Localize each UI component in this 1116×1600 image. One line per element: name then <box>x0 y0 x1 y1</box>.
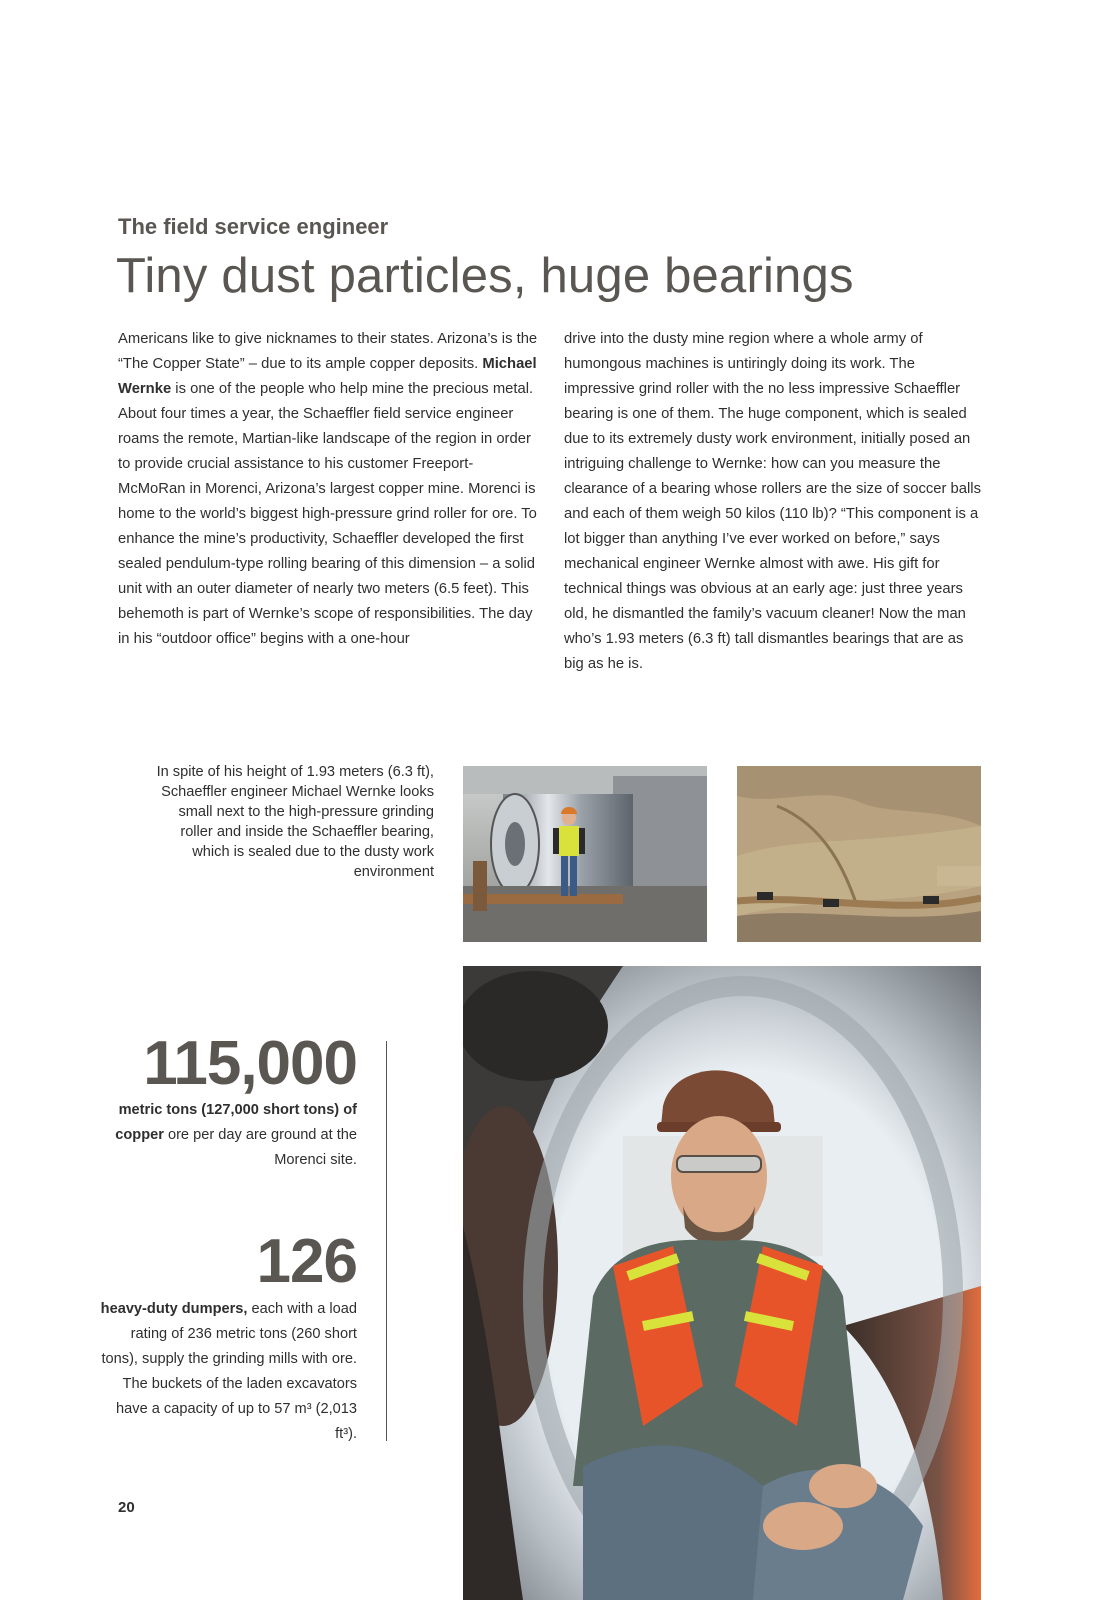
stat-description-dumpers <box>97 1297 357 1447</box>
engineer-next-to-grinding-roller-photo <box>463 766 707 942</box>
open-pit-mine-with-dump-trucks-photo <box>737 766 981 942</box>
body-column-right <box>564 327 986 677</box>
stat-number-dumpers: 126 <box>256 1227 357 1296</box>
stat-text: ore per day are ground at the Morenci site. <box>163 1127 357 1168</box>
article-title: Tiny dust particles, huge bearings <box>116 249 854 303</box>
person-name: Michael Wernke <box>118 356 537 397</box>
body-column-left <box>118 327 538 652</box>
stat-highlight: heavy-duty dumpers, <box>100 1301 248 1317</box>
engineer-inside-bearing-photo <box>463 966 981 1600</box>
body-text: drive into the dusty mine region where a whole army of humongous machines is untiringly doing its work. The impressive grind roller with the no less impressive Schaeffler bearing is one of them. The huge component, which is sealed due to its extremely dusty work environment, initially posed an intriguing challenge to Wernke: how can you measure the clearance of a bearing whose rollers are the size of soccer balls and each of them weigh 50 kilos (110 lb)? “This component is a lot bigger than anything I’ve ever worked on before,” says mechanical engineer Wernke almost with awe. His gift for technical things was obvious at an early age: just three years old, he dismantled the family’s vacuum cleaner! Now the man who’s 1.93 meters (6.3 ft) tall dismantles bearings that are as big as he is. <box>564 331 981 672</box>
stat-number-copper-tons: 115,000 <box>143 1029 357 1098</box>
stat-highlight: metric tons (127,000 short tons) of copper <box>115 1102 357 1143</box>
body-text: is one of the people who help mine the precious metal. About four times a year, the Schaeffler field service engineer roams the remote, Martian-like landscape of the region in order to provide crucial assistance to his customer Freeport-McMoRan in Morenci, Arizona’s largest copper mine. Morenci is home to the world’s biggest high-pressure grind roller for ore. To enhance the mine’s productivity, Schaeffler developed the first sealed pendulum-type rolling bearing of this dimension – a solid unit with an outer diameter of nearly two meters (6.5 feet). This behemoth is part of Wernke’s scope of responsibilities. The day in his “outdoor office” begins with a one-hour <box>118 381 537 647</box>
body-text: Americans like to give nicknames to their states. Arizona’s is the “The Copper State” – due to its ample copper deposits. <box>118 331 538 372</box>
stats-divider-line <box>386 1041 387 1441</box>
photo-caption: In spite of his height of 1.93 meters (6.3 ft), Schaeffler engineer Michael Wernke looks small next to the high-pressure grinding roller and inside the Schaeffler bearing, which is sealed due to the dusty work environment <box>156 764 434 880</box>
stat-text: each with a load rating of 236 metric tons (260 short tons), supply the grinding mills with ore. The buckets of the laden excavators have a capacity of up to 57 m³ (2,013 ft³). <box>101 1301 357 1442</box>
stat-description-copper <box>97 1098 357 1173</box>
page-number: 20 <box>118 1499 135 1516</box>
article-kicker: The field service engineer <box>118 214 389 239</box>
